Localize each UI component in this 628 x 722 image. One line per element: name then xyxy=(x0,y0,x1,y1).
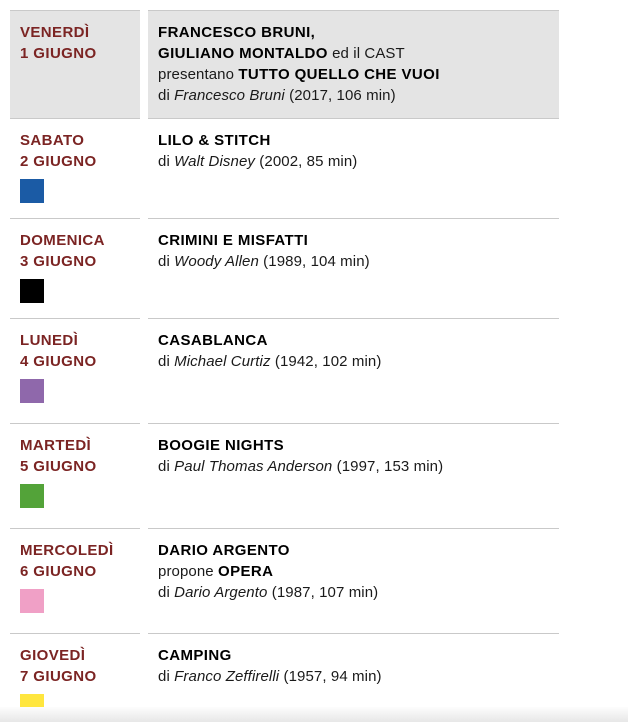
text-segment-bold: LILO & STITCH xyxy=(158,132,271,149)
description-line xyxy=(158,151,559,172)
day-date: 4 GIUGNO xyxy=(20,353,97,370)
date-cell xyxy=(10,528,140,633)
description-line xyxy=(158,582,559,603)
film-description xyxy=(148,318,559,423)
text-segment-italic: Paul Thomas Anderson xyxy=(174,458,333,475)
film-description xyxy=(148,633,559,718)
black-square xyxy=(20,279,44,303)
date-cell xyxy=(10,318,140,423)
schedule-row xyxy=(10,318,559,423)
text-segment-bold: BOOGIE NIGHTS xyxy=(158,437,285,454)
schedule-row xyxy=(10,528,559,633)
date-cell xyxy=(10,10,140,118)
text-segment-italic: Dario Argento xyxy=(174,584,268,601)
description-line xyxy=(158,251,559,272)
green-square xyxy=(20,484,44,508)
day-date: 2 GIUGNO xyxy=(20,153,97,170)
day-date: 5 GIUGNO xyxy=(20,458,97,475)
text-segment-bold: FRANCESCO BRUNI, xyxy=(158,24,316,41)
film-description xyxy=(148,423,559,528)
text-segment-italic: Francesco Bruni xyxy=(174,87,285,104)
text-segment-italic: Walt Disney xyxy=(174,153,256,170)
description-line xyxy=(158,330,559,351)
text-segment-regular: (2002, 85 min) xyxy=(255,153,358,170)
date-cell xyxy=(10,118,140,218)
text-segment-regular: di xyxy=(158,458,175,475)
text-segment-italic: Franco Zeffirelli xyxy=(174,668,280,685)
text-segment-italic: Michael Curtiz xyxy=(174,353,271,370)
text-segment-regular: (1997, 153 min) xyxy=(332,458,444,475)
text-segment-regular: di xyxy=(158,253,175,270)
date-cell xyxy=(10,633,140,718)
date-cell xyxy=(10,423,140,528)
film-description xyxy=(148,528,559,633)
description-line xyxy=(158,666,559,687)
text-segment-regular: (1987, 107 min) xyxy=(267,584,379,601)
description-line xyxy=(158,85,559,106)
text-segment-bold: CRIMINI E MISFATTI xyxy=(158,232,309,249)
film-description xyxy=(148,118,559,218)
text-segment-regular: di xyxy=(158,87,175,104)
day-name: DOMENICA xyxy=(20,232,105,249)
text-segment-regular: di xyxy=(158,353,175,370)
day-date: 6 GIUGNO xyxy=(20,563,97,580)
description-line xyxy=(158,43,559,64)
schedule-row xyxy=(10,218,559,318)
schedule-row xyxy=(10,118,559,218)
schedule-row xyxy=(10,423,559,528)
description-line xyxy=(158,456,559,477)
day-name: VENERDÌ xyxy=(20,24,90,41)
text-segment-regular: ed il CAST xyxy=(327,45,405,62)
description-line xyxy=(158,645,559,666)
pink-square xyxy=(20,589,44,613)
day-date: 7 GIUGNO xyxy=(20,668,97,685)
description-line xyxy=(158,22,559,43)
text-segment-bold: GIULIANO MONTALDO xyxy=(158,45,328,62)
text-segment-bold: DARIO ARGENTO xyxy=(158,542,290,559)
description-line xyxy=(158,230,559,251)
description-line xyxy=(158,351,559,372)
day-date: 3 GIUGNO xyxy=(20,253,97,270)
text-segment-bold: CASABLANCA xyxy=(158,332,268,349)
description-line xyxy=(158,540,559,561)
film-schedule xyxy=(10,10,559,718)
purple-square xyxy=(20,379,44,403)
text-segment-regular: di xyxy=(158,584,175,601)
text-segment-regular: di xyxy=(158,668,175,685)
date-cell xyxy=(10,218,140,318)
film-description xyxy=(148,10,559,118)
schedule-row xyxy=(10,633,559,718)
day-name: LUNEDÌ xyxy=(20,332,79,349)
text-segment-regular: (1989, 104 min) xyxy=(258,253,370,270)
text-segment-italic: Woody Allen xyxy=(174,253,259,270)
day-name: GIOVEDÌ xyxy=(20,647,86,664)
blue-square xyxy=(20,179,44,203)
film-description xyxy=(148,218,559,318)
day-date: 1 GIUGNO xyxy=(20,45,97,62)
text-segment-regular: (1957, 94 min) xyxy=(279,668,382,685)
text-segment-regular: propone xyxy=(158,563,219,580)
text-segment-bold: CAMPING xyxy=(158,647,232,664)
description-line xyxy=(158,64,559,85)
text-segment-regular: presentano xyxy=(158,66,239,83)
schedule-row xyxy=(10,10,559,118)
description-line xyxy=(158,561,559,582)
day-name: MERCOLEDÌ xyxy=(20,542,114,559)
text-segment-bold: TUTTO QUELLO CHE VUOI xyxy=(238,66,440,83)
text-segment-regular: (2017, 106 min) xyxy=(284,87,396,104)
description-line xyxy=(158,435,559,456)
next-row-edge-strip xyxy=(0,707,628,722)
day-name: MARTEDÌ xyxy=(20,437,92,454)
day-name: SABATO xyxy=(20,132,85,149)
text-segment-bold: OPERA xyxy=(218,563,274,580)
text-segment-regular: (1942, 102 min) xyxy=(270,353,382,370)
description-line xyxy=(158,130,559,151)
text-segment-regular: di xyxy=(158,153,175,170)
